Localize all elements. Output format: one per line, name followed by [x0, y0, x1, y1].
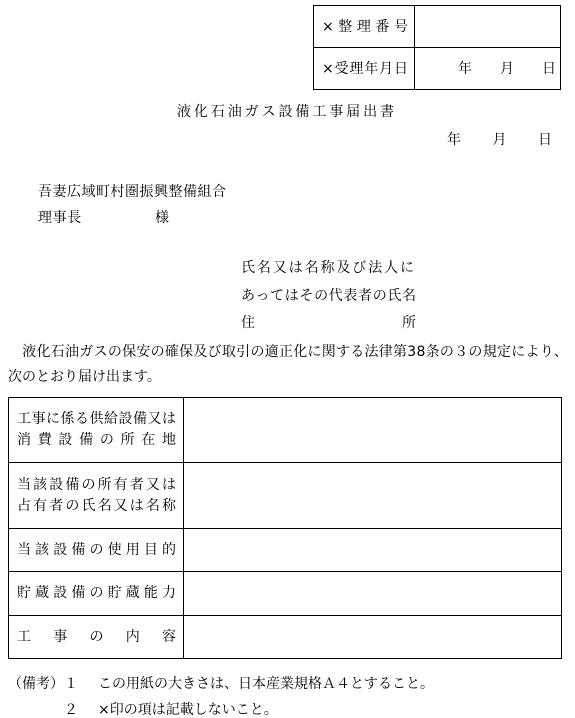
work-details-value-cell — [184, 616, 561, 658]
addressee-title: 理事長 様 — [38, 210, 170, 226]
submission-date: 年 月 日 — [447, 132, 554, 148]
statement-line2: 次のとおり届け出ます。 — [8, 369, 161, 385]
serial-number-value-cell — [415, 6, 560, 47]
purpose-label: 当該設備の使用目的 — [17, 541, 181, 558]
owner-label-line1: 当該設備の所有者又は — [17, 476, 179, 493]
serial-number-label: ×整理番号 — [322, 18, 413, 35]
receipt-date-value-cell — [415, 48, 560, 89]
location-label-line2: 消費設備の所在地 — [17, 432, 183, 448]
addressee-organization: 吾妻広域町村圏振興整備組合 — [38, 184, 227, 200]
form-row-work-details — [9, 615, 561, 658]
applicant-name-label-line1: 氏名又は名称及び法人に — [241, 260, 416, 276]
purpose-value-cell — [184, 529, 561, 571]
form-row-label — [9, 529, 184, 571]
location-value-cell — [184, 398, 561, 462]
applicant-address-label: 住所 — [241, 315, 563, 331]
form-row-owner — [9, 462, 561, 528]
receipt-date-row — [314, 47, 560, 89]
form-row-label — [9, 463, 184, 528]
form-row-location — [9, 398, 561, 462]
form-row-purpose — [9, 528, 561, 571]
applicant-name-label-line2: あってはその代表者の氏名 — [241, 288, 417, 304]
location-label-line1: 工事に係る供給設備又は — [17, 411, 177, 427]
storage-capacity-value-cell — [184, 572, 561, 615]
statement-line1: 液化石油ガスの保安の確保及び取引の適正化に関する法律第38条の３の規定により、 — [8, 344, 569, 360]
notes-label: （備考） — [8, 676, 64, 692]
owner-value-cell — [184, 463, 561, 528]
note-text: この用紙の大きさは、日本産業規格Ａ４とすること。 — [98, 676, 434, 692]
form-row-label — [9, 398, 184, 462]
form-table — [8, 397, 562, 659]
note-number: ２ — [64, 702, 78, 718]
form-row-storage-capacity — [9, 571, 561, 615]
note-text: ×印の項は記載しないこと。 — [98, 702, 278, 718]
office-use-table — [313, 5, 561, 90]
serial-number-label-cell — [314, 6, 415, 47]
serial-number-row — [314, 6, 560, 47]
form-title: 液化石油ガス設備工事届出書 — [177, 104, 397, 120]
receipt-date-label-cell — [314, 48, 415, 89]
form-row-label — [9, 616, 199, 658]
receipt-date-label: ×受理年月日 — [322, 60, 409, 77]
work-details-label: 工事の内容 — [17, 628, 199, 645]
note-number: １ — [64, 676, 78, 692]
form-row-label — [9, 572, 184, 615]
receipt-date-value: 年 月 日 — [458, 60, 556, 77]
storage-capacity-label: 貯蔵設備の貯蔵能力 — [17, 585, 181, 601]
owner-label-line2: 占有者の氏名又は名称 — [17, 497, 179, 514]
